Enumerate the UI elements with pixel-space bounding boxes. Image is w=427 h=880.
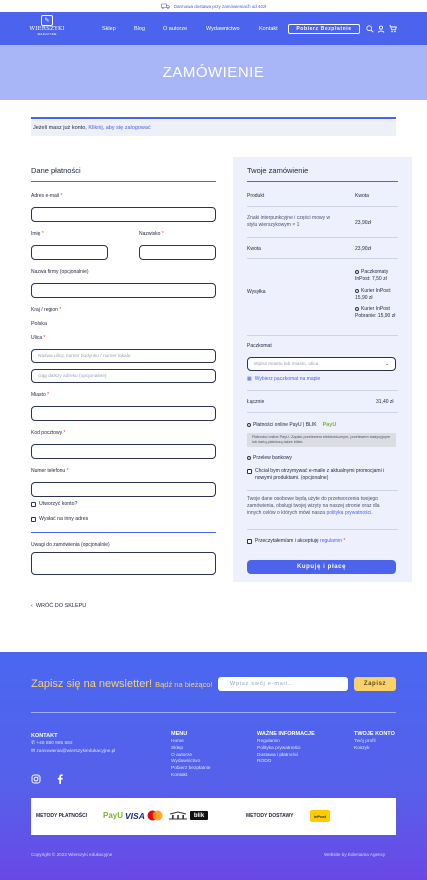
notes-label: Uwagi do zamówienia (opcjonalnie) xyxy=(31,542,110,548)
shipping-announcement xyxy=(0,0,427,12)
contact-heading: KONTAKT xyxy=(31,733,58,739)
radio-icon[interactable] xyxy=(355,307,359,311)
marketing-checkbox[interactable] xyxy=(247,469,252,474)
footer-link[interactable]: O autorze xyxy=(171,752,193,758)
footer-link[interactable]: Koszyk xyxy=(354,745,370,751)
nav-shop[interactable]: Sklep xyxy=(102,26,116,32)
row-divider xyxy=(247,490,398,491)
marketing-consent[interactable]: Chciał bym otrzymywać e-maile z aktualnymi promocjami i nowymi produktami. (opcjonalne) xyxy=(247,468,387,482)
footer-link[interactable]: Regulamin xyxy=(257,739,280,744)
mail-icon: ✉ xyxy=(31,749,36,754)
phone-label: Numer telefonu * xyxy=(31,468,69,474)
street-label: Ulica * xyxy=(31,335,46,341)
radio-icon[interactable] xyxy=(355,270,359,274)
login-notice xyxy=(31,117,396,136)
newsletter-email-input[interactable]: Wpisz swój e-mail... xyxy=(218,677,348,691)
mastercard-logo xyxy=(147,810,163,821)
terms-link[interactable]: regulamin xyxy=(320,538,342,544)
privacy-notice: Twoje dane osobowe będą użyte do przetworzenia twojego zamówienia, obsługi twojej wizyty na naszej stronie oraz dla innych celów o których mówi nasza polityka prywatności. xyxy=(247,496,380,516)
row-divider xyxy=(247,390,398,391)
agency-credit[interactable]: Website by Edemama Agency xyxy=(324,852,386,857)
footer-menu xyxy=(171,739,210,780)
terms-consent[interactable]: Przeczytałem/am i akceptuję regulamin * xyxy=(247,538,345,544)
privacy-link[interactable]: polityka prywatności xyxy=(326,509,372,516)
row-divider xyxy=(247,258,398,259)
email-input[interactable] xyxy=(31,207,216,222)
inpost-logo: inPost xyxy=(310,810,330,822)
back-label: WRÓĆ DO SKLEPU xyxy=(35,603,87,609)
menu-heading: MENU xyxy=(171,731,188,737)
logo-subtitle: EDUKACYJNE xyxy=(37,32,57,36)
payment-option-transfer[interactable]: Przelew bankowy xyxy=(247,455,292,461)
total-value: 31,40 zł xyxy=(376,399,394,405)
ship-other-checkbox[interactable] xyxy=(31,517,36,522)
site-footer xyxy=(0,652,427,880)
copyright: Copyright © 2023 Wierszyki edukacyjne xyxy=(31,852,113,857)
shipping-option-2[interactable]: Kurier InPost: 15,90 zł xyxy=(355,288,392,301)
billing-title: Dane płatności xyxy=(31,166,81,175)
payment-option-payu[interactable]: Płatności online PayU | BLIK PayU xyxy=(247,422,336,428)
shipping-option-3[interactable]: Kurier InPost Pobranie: 15,90 zł xyxy=(355,306,396,319)
login-notice-text: Jeżeli masz już konto, xyxy=(33,125,89,131)
announcement-text: Darmowa dostawa przy zamówieniach od 40zł xyxy=(173,3,267,9)
terms-checkbox[interactable] xyxy=(247,539,252,544)
visa-logo: VISA xyxy=(125,811,145,821)
zip-input[interactable] xyxy=(31,444,216,459)
radio-icon[interactable] xyxy=(355,289,359,293)
login-link[interactable]: Kliknij, aby się zalogować xyxy=(88,125,151,131)
place-order-button[interactable]: Kupuję i płacę xyxy=(247,560,396,574)
account-heading: TWOJE KONTO xyxy=(354,731,395,737)
locker-label: Paczkomat xyxy=(247,343,272,349)
col-amount: Kwota xyxy=(355,193,369,199)
cart-icon[interactable] xyxy=(389,25,397,33)
row-divider xyxy=(247,237,398,238)
ship-other-row[interactable] xyxy=(31,516,88,522)
country-label: Kraj / region * xyxy=(31,307,62,313)
nav-blog[interactable]: Blog xyxy=(134,26,146,32)
footer-link[interactable]: Wydawnictwo xyxy=(171,759,201,765)
logo-book-icon: ✎ xyxy=(41,15,53,26)
last-name-input[interactable] xyxy=(139,245,216,260)
nav-publishing[interactable]: Wydawnictwo xyxy=(206,26,240,32)
chevron-left-icon: ‹ xyxy=(31,603,33,609)
footer-account xyxy=(354,739,376,753)
instagram-icon[interactable] xyxy=(31,774,41,784)
nav-about[interactable]: O autorze xyxy=(163,26,188,32)
contact-email[interactable]: ✉ zamowienia@wierszykiedukacyjne.pl xyxy=(31,749,116,754)
order-summary xyxy=(233,157,412,582)
logo-title: WIERSZYKI xyxy=(29,26,65,32)
row-divider xyxy=(247,412,398,413)
email-label: Adres e-mail * xyxy=(31,193,63,199)
create-account-row[interactable] xyxy=(31,501,77,507)
chevron-down-icon: ⌄ xyxy=(384,361,389,367)
last-name-label: Nazwisko * xyxy=(139,231,164,237)
create-account-checkbox[interactable] xyxy=(31,502,36,507)
footer-link[interactable]: Kontakt xyxy=(171,772,188,778)
main-navigation xyxy=(0,12,427,45)
search-icon[interactable] xyxy=(366,25,374,33)
subtotal-value: 23,90zł xyxy=(355,246,372,252)
ship-other-label: Wysłać na inny adres xyxy=(39,516,89,522)
row-divider xyxy=(247,206,398,207)
locker-map-link[interactable]: ▦ Wybierz paczkomat na mapie xyxy=(247,376,321,382)
shipping-option-1[interactable]: Paczkomaty InPost: 7,50 zł xyxy=(355,269,389,282)
download-free-button[interactable]: Pobierz Bezpłatnie xyxy=(288,24,360,34)
newsletter-subtitle: Bądź na bieżąco! xyxy=(155,680,213,689)
footer-link[interactable]: Pobierz bezpłatnie xyxy=(171,766,211,772)
order-title-rule xyxy=(247,181,398,182)
notes-divider xyxy=(31,532,216,533)
notes-textarea[interactable] xyxy=(31,552,216,575)
phone-icon: ✆ xyxy=(31,741,36,746)
row-divider xyxy=(247,529,398,530)
total-label: Łącznie xyxy=(247,399,265,405)
company-label: Nazwa firmy (opcjonalnie) xyxy=(31,269,89,275)
bank-logo xyxy=(168,811,188,820)
street-input[interactable]: Nazwa ulicy, numer budynku / numer lokalu xyxy=(31,349,216,363)
payu-logo: PayU xyxy=(322,422,337,428)
footer-link[interactable]: Home xyxy=(171,739,184,744)
facebook-icon[interactable] xyxy=(55,774,65,784)
item-name: Znaki interpunkcyjne i części mowy w stylu wierszykowym × 1 xyxy=(247,215,331,228)
footer-link[interactable]: Twój profil xyxy=(354,739,376,744)
city-label: Miasto * xyxy=(31,392,50,398)
zip-label: Kod pocztowy * xyxy=(31,430,66,436)
info-heading: WAŻNE INFORMACJE xyxy=(257,731,315,737)
back-to-shop-link[interactable] xyxy=(31,603,86,609)
radio-icon[interactable] xyxy=(247,423,251,427)
map-icon: ▦ xyxy=(247,376,252,382)
create-account-label: Utworzyć konto? xyxy=(39,501,78,507)
shipping-label: Wysyłka xyxy=(247,289,266,295)
footer-info xyxy=(257,739,300,766)
item-price: 23,90zł xyxy=(355,220,372,226)
page-title: ZAMÓWIENIE xyxy=(162,64,265,81)
newsletter-title: Zapisz się na newsletter! Bądź na bieżąco! xyxy=(31,678,213,690)
street2-input[interactable]: ciąg dalszy adresu (opcjonalnie) xyxy=(31,369,216,383)
footer-link[interactable]: Polityka prywatności xyxy=(257,745,301,751)
company-input[interactable] xyxy=(31,283,216,298)
footer-link[interactable]: Sklep xyxy=(171,745,183,751)
user-icon[interactable] xyxy=(377,25,385,33)
country-value: Polska xyxy=(31,321,47,327)
col-product: Produkt xyxy=(247,193,265,199)
radio-icon[interactable] xyxy=(247,456,251,460)
delivery-methods-heading: METODY DOSTAWY xyxy=(246,813,294,819)
first-name-label: Imię * xyxy=(31,231,44,237)
subscribe-button[interactable]: Zapisz xyxy=(354,677,396,691)
phone-input[interactable] xyxy=(31,482,216,497)
site-logo[interactable] xyxy=(29,15,65,42)
blik-logo: blik xyxy=(190,811,208,820)
city-input[interactable] xyxy=(31,406,216,421)
billing-divider xyxy=(31,181,216,182)
payu-logo: PayU xyxy=(103,811,124,820)
contact-phone[interactable]: ✆ +48 880 985 582 xyxy=(31,741,73,746)
locker-select[interactable]: Wpisz miasto lub miasto, ulica ⌄ xyxy=(247,357,396,371)
payment-note: Płatności online PayU. Zapłać przelewem elektronicznym, przelewem tradycyjnym lub kartą płatniczą także blikie. xyxy=(247,433,396,447)
subtotal-label: Kwota xyxy=(247,246,261,252)
footer-divider xyxy=(31,712,396,713)
nav-contact[interactable]: Kontakt xyxy=(259,26,278,32)
truck-icon xyxy=(161,3,170,9)
order-title: Twoje zamówienie xyxy=(247,166,309,175)
payment-methods-heading: METODY PŁATNOŚCI xyxy=(36,813,88,819)
footer-link[interactable]: Dostawa i płatności xyxy=(257,752,299,758)
row-divider xyxy=(247,335,398,336)
first-name-input[interactable] xyxy=(31,245,108,260)
footer-link[interactable]: RODO xyxy=(257,759,272,765)
page-hero xyxy=(0,45,427,100)
payment-delivery-bar xyxy=(31,798,396,835)
